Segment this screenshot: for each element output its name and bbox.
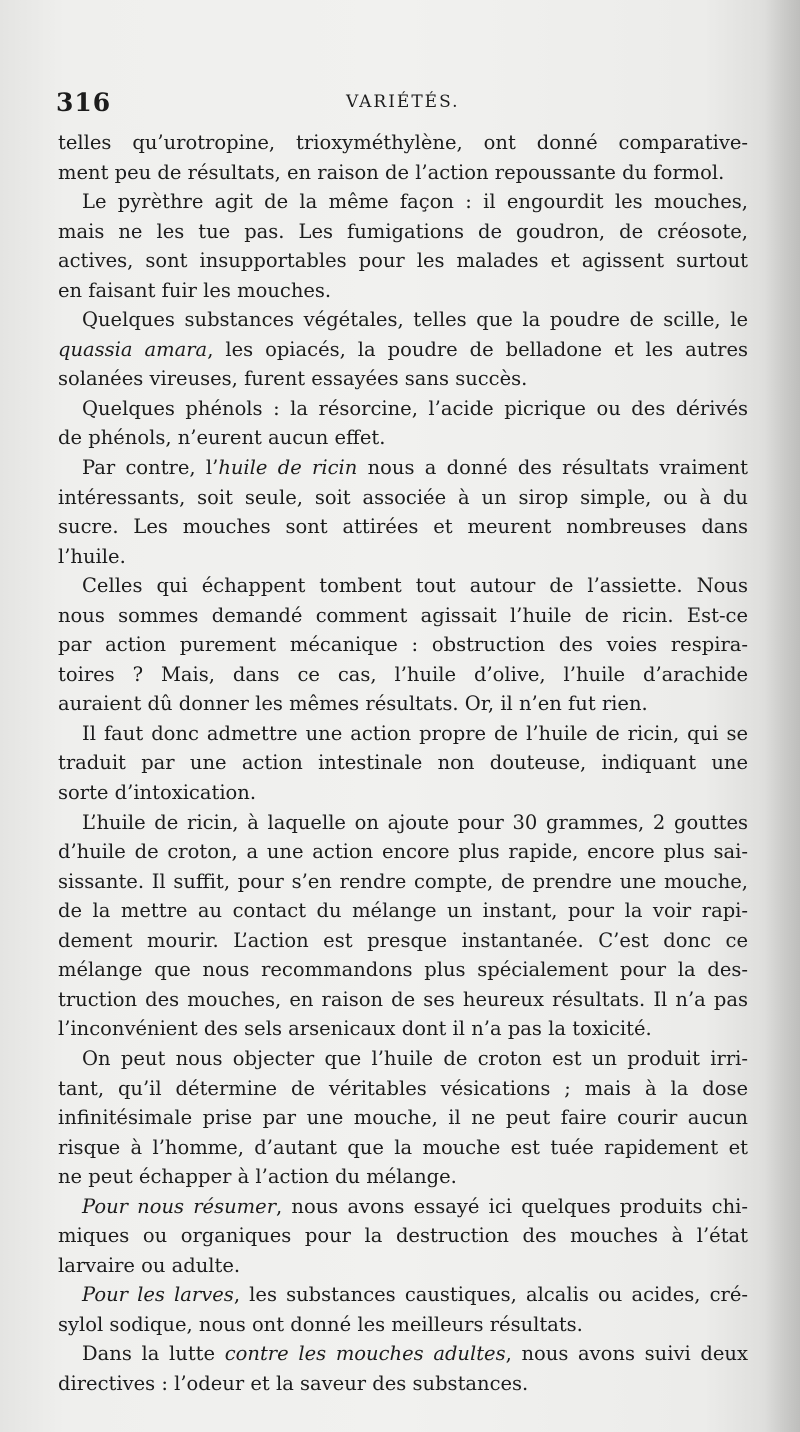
text-line — [58, 128, 748, 158]
text-run: auraient dû donner les mêmes résultats. Or, il n’en fut rien. — [58, 692, 648, 716]
italic-text-run: huile de ricin — [218, 456, 358, 480]
text-run: Quelques substances végétales, telles que la poudre de scille, le — [82, 308, 748, 332]
page-number: 316 — [56, 88, 112, 117]
text-run: infinitésimale prise par une mouche, il ne peut faire courir aucun — [58, 1106, 748, 1130]
text-line — [58, 896, 748, 926]
text-run: Dans la lutte — [82, 1342, 225, 1366]
text-line — [58, 453, 748, 483]
text-run: On peut nous objecter que l’huile de croton est un produit irri- — [82, 1046, 748, 1070]
text-line — [58, 719, 748, 749]
text-run: d’huile de croton, a une action encore plus rapide, encore plus sai- — [58, 840, 748, 864]
text-line — [58, 1044, 748, 1074]
text-run: L’huile de ricin, à laquelle on ajoute pour 30 grammes, 2 gouttes — [82, 810, 748, 834]
text-line — [58, 955, 748, 985]
text-run: , les substances caustiques, alcalis ou acides, cré- — [233, 1283, 748, 1307]
text-run: ne peut échapper à l’action du mélange. — [58, 1165, 457, 1189]
text-line — [58, 689, 748, 719]
text-line — [58, 1162, 748, 1192]
text-line — [58, 542, 748, 572]
body-text — [58, 128, 748, 1399]
text-line — [58, 1369, 748, 1399]
text-line — [58, 748, 748, 778]
text-run: toires ? Mais, dans ce cas, l’huile d’olive, l’huile d’arachide — [58, 662, 748, 686]
text-run: en faisant fuir les mouches. — [58, 278, 332, 302]
page-spine-shadow — [764, 0, 800, 1432]
italic-text-run: contre les mouches adultes — [224, 1342, 506, 1366]
text-run: solanées vireuses, furent essayées sans succès. — [58, 367, 528, 391]
text-run: tant, qu’il détermine de véritables vésications ; mais à la dose — [58, 1076, 748, 1100]
text-run: Il faut donc admettre une action propre de l’huile de ricin, qui se — [82, 721, 748, 745]
text-line — [58, 985, 748, 1015]
text-line — [58, 1339, 748, 1369]
text-line — [58, 1221, 748, 1251]
text-line — [58, 1014, 748, 1044]
text-run: l’huile. — [58, 544, 126, 568]
text-run: directives : l’odeur et la saveur des substances. — [58, 1371, 529, 1395]
text-run: Le pyrèthre agit de la même façon : il engourdit les mouches, — [82, 190, 748, 214]
text-line — [58, 158, 748, 188]
italic-text-run: Pour les larves — [82, 1283, 234, 1307]
text-line — [58, 364, 748, 394]
text-line — [58, 483, 748, 513]
text-run: larvaire ou adulte. — [58, 1253, 241, 1277]
text-run: Celles qui échappent tombent tout autour de l’assiette. Nous — [82, 574, 748, 598]
text-line — [58, 808, 748, 838]
text-run: truction des mouches, en raison de ses heureux résultats. Il n’a pas — [58, 987, 748, 1011]
text-run: ment peu de résultats, en raison de l’action repoussante du formol. — [58, 160, 725, 184]
italic-text-run: Pour nous résumer — [82, 1194, 277, 1218]
text-line — [58, 630, 748, 660]
running-title: VARIÉTÉS. — [346, 92, 460, 112]
text-line — [58, 305, 748, 335]
text-run: , les opiacés, la poudre de belladone et les autres — [207, 337, 748, 361]
text-line — [58, 867, 748, 897]
text-run: sissante. Il suffit, pour s’en rendre compte, de prendre une mouche, — [58, 869, 748, 893]
text-line — [58, 335, 748, 365]
text-run: dement mourir. L’action est presque instantanée. C’est donc ce — [58, 928, 748, 952]
text-run: de phénols, n’eurent aucun effet. — [58, 426, 386, 450]
text-line — [58, 1280, 748, 1310]
italic-text-run: quassia amara — [58, 337, 208, 361]
text-run: traduit par une action intestinale non douteuse, indiquant une — [58, 751, 748, 775]
text-line — [58, 217, 748, 247]
text-run: de la mettre au contact du mélange un instant, pour la voir rapi- — [58, 899, 748, 923]
text-run: telles qu’urotropine, trioxyméthylène, ont donné comparative- — [58, 131, 748, 154]
text-line — [58, 276, 748, 306]
text-line — [58, 246, 748, 276]
text-line — [58, 394, 748, 424]
text-line — [58, 1251, 748, 1281]
text-run: nous a donné des résultats vraiment — [357, 456, 748, 480]
text-run: l’inconvénient des sels arsenicaux dont il n’a pas la toxicité. — [58, 1017, 652, 1041]
text-line — [58, 423, 748, 453]
text-line — [58, 1192, 748, 1222]
text-run: nous sommes demandé comment agissait l’huile de ricin. Est-ce — [58, 603, 748, 627]
text-line — [58, 1133, 748, 1163]
text-run: mais ne les tue pas. Les fumigations de goudron, de créosote, — [58, 219, 748, 243]
page-header — [56, 88, 746, 118]
text-run: actives, sont insupportables pour les malades et agissent surtout — [58, 249, 748, 273]
text-run: sorte d’intoxication. — [58, 781, 257, 805]
text-line — [58, 187, 748, 217]
text-run: , nous avons suivi deux — [505, 1342, 748, 1366]
text-line — [58, 660, 748, 690]
text-line — [58, 1310, 748, 1340]
text-run: risque à l’homme, d’autant que la mouche est tuée rapidement et — [58, 1135, 748, 1159]
text-line — [58, 1074, 748, 1104]
text-line — [58, 512, 748, 542]
text-run: intéressants, soit seule, soit associée à un sirop simple, ou à du — [58, 485, 748, 509]
text-run: par action purement mécanique : obstruction des voies respira- — [58, 633, 748, 657]
text-line — [58, 778, 748, 808]
text-line — [58, 837, 748, 867]
text-line — [58, 571, 748, 601]
text-line — [58, 1103, 748, 1133]
text-run: Quelques phénols : la résorcine, l’acide picrique ou des dérivés — [82, 396, 748, 420]
text-run: sylol sodique, nous ont donné les meilleurs résultats. — [58, 1312, 583, 1336]
text-run: , nous avons essayé ici quelques produits chi- — [276, 1194, 748, 1218]
text-run: miques ou organiques pour la destruction des mouches à l’état — [58, 1224, 748, 1248]
text-run: sucre. Les mouches sont attirées et meurent nombreuses dans — [58, 515, 748, 539]
text-line — [58, 601, 748, 631]
text-run: mélange que nous recommandons plus spécialement pour la des- — [58, 958, 748, 982]
text-run: Par contre, l’ — [82, 456, 219, 480]
text-line — [58, 926, 748, 956]
